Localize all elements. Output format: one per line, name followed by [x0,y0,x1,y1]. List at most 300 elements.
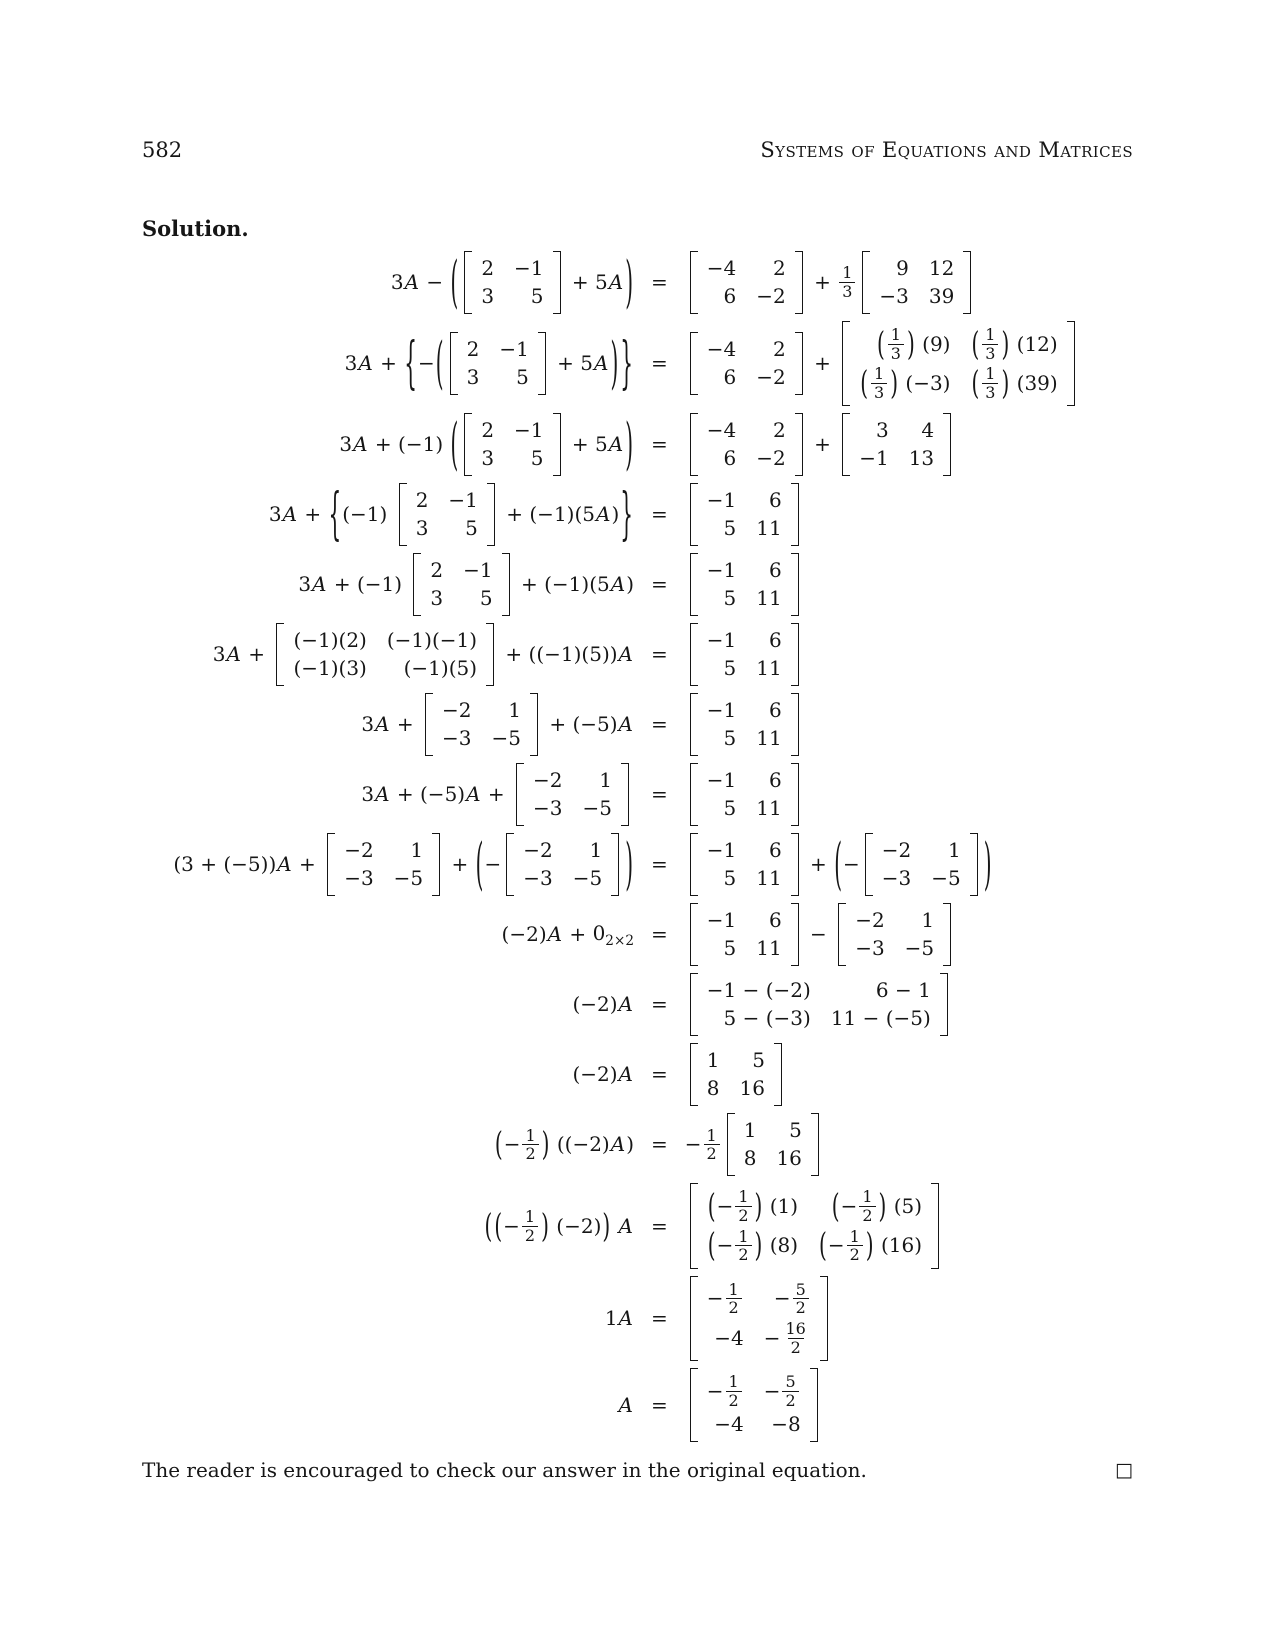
matrix-cell [929,256,954,281]
matrix-cell [481,446,494,471]
matrix-bracket-left [690,483,698,546]
math-text: + ((−1)(5))A [499,642,633,667]
matrix-cell [707,1048,720,1073]
matrix-bracket-right [553,413,561,476]
equation-row [142,1183,1133,1268]
matrix-cell [533,768,562,793]
equation-lhs [142,1124,634,1164]
equation-rhs [685,1183,1133,1268]
matrix-cell [855,908,884,933]
fraction-denominator: 2 [522,1144,538,1163]
matrix-bracket-left [327,833,335,896]
page-footer [142,1458,1133,1482]
matrix-bracket-right [931,1183,939,1268]
matrix-cell [514,256,543,281]
fraction [735,1188,751,1224]
math-text: − [503,1132,521,1157]
matrix-cell [859,446,888,471]
page-number: 582 [142,138,183,162]
matrix-cell [756,838,781,863]
equation-row [142,479,1133,548]
math-text: 6 [768,838,782,863]
matrix-cell [929,284,954,309]
math-text: − [763,1378,781,1403]
matrix [842,321,1075,406]
matrix-grid [853,413,940,476]
delimited-group [876,323,916,363]
equation-lhs [142,1062,634,1087]
equation-row [142,409,1133,478]
math-text: 3A + (−5)A + [361,782,512,807]
math-text: 2 [773,256,786,280]
math-text: −3 [879,284,909,308]
math-text: −4 [714,1412,744,1437]
equation-row [142,973,1133,1036]
matrix-cell [707,256,736,281]
fraction-denominator: 2 [735,1245,751,1264]
equation-lhs [142,328,634,397]
matrix-grid [701,1276,817,1361]
math-text: + (−1)(5A) [514,572,634,597]
math-text: (3 + (−5))A + [173,852,323,877]
equation-rhs [685,693,1133,756]
open-delimiter: ( [484,1205,493,1245]
math-sequence [268,479,634,548]
fraction-denominator: 2 [726,1391,742,1410]
matrix-cell [756,256,785,281]
math-text: −1 [859,446,889,471]
math-text: −5 [931,866,961,891]
open-delimiter: ( [860,363,869,402]
matrix-grid [701,903,788,966]
fraction [793,1281,809,1317]
equation-lhs [142,409,634,478]
math-text: (−1)(3) [293,656,367,681]
matrix-cell [573,866,602,891]
math-text: − [706,1378,724,1403]
matrix-cell [859,323,951,363]
math-text: + (−1)(5A) [499,502,620,527]
math-text: 6 [723,365,737,390]
matrix-cell [756,516,781,541]
fraction [782,1320,808,1356]
open-delimiter: ( [831,1186,840,1226]
matrix-grid [873,251,960,314]
matrix-cell [707,768,736,793]
fraction [522,1208,538,1244]
math-sequence [717,1228,754,1264]
fraction-denominator: 2 [859,1206,875,1225]
math-text: (−1) [342,502,394,527]
math-text: 6 [723,446,737,471]
matrix-cell [776,1146,801,1171]
equation-row [142,903,1133,966]
math-sequence [685,763,804,826]
math-sequence [707,1281,744,1317]
math-sequence [418,328,619,397]
matrix-bracket-right [432,833,440,896]
math-text: 1 [921,908,935,933]
math-sequence [685,321,1080,406]
math-sequence [493,1205,602,1245]
delimited-group [403,328,634,397]
matrix [690,483,799,546]
math-sequence [484,1205,634,1245]
math-sequence [843,833,983,896]
equals-sign: = [651,712,668,737]
math-sequence [484,833,624,896]
math-sequence [459,413,624,476]
fraction-numerator: 5 [785,1372,796,1392]
math-text: 6 [768,698,782,723]
matrix [399,483,495,546]
math-text: 6 [768,768,782,793]
matrix-cell [931,866,960,891]
math-text: 11 [756,866,782,891]
open-delimiter: ( [450,247,459,315]
matrix-cell [707,337,736,362]
fraction-numerator: 1 [738,1226,749,1246]
matrix-grid [424,553,498,616]
delimited-group [494,1124,551,1164]
math-sequence [707,1225,799,1265]
matrix-cell [387,628,477,653]
matrix-cell [756,866,781,891]
fraction-numerator: 1 [706,1125,717,1145]
matrix-cell [416,488,429,513]
math-text: 1 [743,1118,757,1143]
fraction-numerator: 5 [795,1279,806,1299]
matrix-cell [756,446,785,471]
open-delimiter: { [404,328,417,397]
matrix-cell [707,365,736,390]
math-text: 13 [908,446,935,471]
matrix-cell [430,558,443,583]
math-text: (39) [1010,370,1058,395]
matrix [276,623,494,686]
math-sequence [685,903,956,966]
math-text: 11 [756,516,782,541]
matrix-grid [701,1043,771,1106]
math-text: 1 [508,698,521,723]
math-text: − [716,1193,734,1218]
math-sequence [886,326,906,362]
math-text: 5 [723,586,737,611]
equals-sign: = [651,1132,668,1157]
math-text: (−2) [549,1213,602,1238]
matrix-grid [701,973,937,1036]
math-sequence [605,1306,634,1331]
matrix-cell [756,628,781,653]
math-sequence [707,1188,798,1224]
math-text: −1 [706,838,737,863]
matrix-cell [756,337,785,362]
matrix-grid [527,763,618,826]
math-sequence [685,553,804,616]
math-text: 6 [768,488,782,513]
matrix-cell [879,256,908,281]
matrix [690,553,799,616]
fraction [726,1373,742,1409]
matrix-cell [707,1373,744,1409]
matrix [690,1368,818,1442]
math-text: (12) [1010,331,1058,356]
matrix-cell [394,838,423,863]
delimited-group [450,247,635,315]
math-text: −8 [771,1412,801,1437]
matrix [865,833,978,896]
math-text: −5 [582,796,612,821]
math-sequence [828,1228,865,1264]
matrix-bracket-left [690,1043,698,1106]
open-delimiter: ( [707,1225,716,1265]
math-text: −3 [881,866,912,891]
math-text: − [684,1132,702,1157]
math-text: + (−5)A [542,712,633,737]
close-delimiter: ) [625,247,633,315]
math-text: 2 [466,337,480,362]
math-text: 39 [928,284,955,308]
matrix-cell [707,908,736,933]
equation-lhs [142,763,634,826]
matrix-cell [499,337,528,362]
matrix-cell [744,1118,757,1143]
matrix [413,553,509,616]
open-delimiter: ( [475,829,484,898]
fraction-numerator: 1 [728,1279,739,1299]
matrix-grid [701,251,792,314]
math-text: −4 [706,337,737,362]
math-sequence [774,1281,811,1317]
delimited-group [435,328,620,397]
equation-rhs [685,903,1133,966]
matrix-bracket-right [791,763,799,826]
matrix-cell [756,936,781,961]
matrix-grid [701,332,792,395]
math-sequence [685,413,956,476]
matrix-cell [756,656,781,681]
matrix-cell [448,488,477,513]
matrix-cell [707,656,736,681]
math-text: 8 [743,1146,757,1171]
math-text: −3 [442,726,472,751]
fraction-denominator: 2 [793,1298,809,1317]
fraction [859,1188,875,1224]
math-text: − [763,1325,781,1350]
matrix-bracket-right [943,903,951,966]
math-text: 2 [481,418,495,443]
math-text: 11 − (−5) [830,1006,931,1031]
matrix-cell [523,866,552,891]
fraction [847,1228,863,1264]
fraction-denominator: 3 [888,344,904,363]
equation-row [142,1043,1133,1106]
fraction-numerator: 1 [842,263,853,283]
matrix [516,763,629,826]
matrix-cell [293,628,366,653]
matrix-cell [481,256,494,281]
math-sequence [685,1276,833,1361]
matrix-grid [338,833,429,896]
matrix-cell [756,768,781,793]
math-text: 5 [723,726,737,751]
math-sequence [213,623,634,686]
matrix [690,251,803,314]
math-sequence [339,409,634,478]
delimited-group [493,1205,550,1245]
matrix-grid [410,483,484,546]
equation-rhs [685,1113,1133,1176]
matrix-cell [514,446,543,471]
math-text: (8) [763,1233,799,1258]
matrix-cell [882,866,911,891]
fraction [982,326,998,362]
matrix-cell [776,1118,801,1143]
matrix-cell [707,726,736,751]
fraction-denominator: 2 [782,1391,798,1410]
matrix-cell [905,936,934,961]
matrix-bracket-right [791,623,799,686]
matrix-cell [707,698,736,723]
matrix-bracket-left [690,332,698,395]
matrix-cell [448,516,477,541]
equals-sign: = [651,1392,668,1417]
matrix-bracket-left [865,833,873,896]
math-text: A [618,1213,633,1238]
matrix-cell [764,1373,801,1409]
equation-rhs [685,1368,1133,1442]
math-sequence [876,323,951,363]
math-text: 5 [723,516,737,541]
math-text: + 5A [550,351,609,376]
matrix-bracket-left [516,763,524,826]
math-text: 3 [415,516,429,541]
matrix-bracket-right [795,251,803,314]
matrix [690,413,803,476]
math-text: (−3) [899,370,951,395]
open-delimiter: ( [834,829,842,898]
matrix-bracket-left [690,903,698,966]
math-text: −1 [706,628,737,653]
matrix-cell [707,446,736,471]
math-text: 3A + [361,712,421,737]
matrix-grid [701,623,788,686]
matrix-cell [707,586,736,611]
close-delimiter: ) [890,363,899,402]
matrix-cell [859,365,950,401]
running-title: Systems of Equations and Matrices [760,138,1133,162]
math-text: −2 [523,838,553,863]
matrix-cell [707,1076,720,1101]
math-text: −4 [714,1325,744,1350]
math-text: 11 [756,656,782,681]
matrix-bracket-left [425,693,433,756]
open-delimiter: ( [819,1225,827,1265]
matrix-cell [467,337,480,362]
matrix [690,763,799,826]
matrix-cell [756,698,781,723]
math-text: 5 [479,586,493,611]
math-text: − [418,351,435,376]
equation-rhs [685,1276,1133,1361]
matrix-cell [293,656,366,681]
math-text: + [807,270,838,294]
open-delimiter: ( [435,328,444,397]
equals-sign: = [651,502,668,527]
matrix-cell [744,1146,757,1171]
math-sequence [173,829,634,898]
math-text: + 5A [565,270,624,294]
math-text: 9 [896,256,909,280]
matrix-cell [707,516,736,541]
math-sequence [818,1225,923,1265]
matrix-cell [481,418,494,443]
matrix-cell [499,365,528,390]
math-text: 11 [756,936,782,961]
matrix-bracket-right [538,332,546,395]
math-text: 3A − [390,270,450,294]
math-sequence [764,1373,801,1409]
matrix-bracket-right [963,251,971,314]
math-text: (−1)(−1) [386,628,478,653]
open-delimiter: ( [450,409,459,478]
math-text: 11 [756,586,782,611]
math-text: 8 [706,1076,720,1101]
matrix [327,833,440,896]
math-text: − [484,852,502,877]
math-sequence [869,365,889,401]
fraction-denominator: 3 [871,383,887,402]
math-text: −3 [523,866,553,891]
matrix-bracket-right [810,1368,818,1442]
fraction-numerator: 1 [985,325,996,344]
equals-sign: = [651,852,668,877]
matrix-bracket-left [413,553,421,616]
math-text: −1 [514,256,544,280]
math-text: 3 [875,418,889,443]
math-text: 5 [530,446,544,471]
matrix-cell [707,558,736,583]
math-text: 1 [599,768,612,793]
matrix-cell [707,936,736,961]
math-sequence [685,1043,787,1106]
matrix-bracket-right [621,763,629,826]
math-text: 6 [723,284,737,308]
matrix-grid [701,763,788,826]
matrix-bracket-left [862,251,870,314]
matrix [838,903,951,966]
fraction-denominator: 2 [847,1245,863,1264]
matrix-bracket-left [690,553,698,616]
equation-rhs [685,973,1133,1036]
fraction [704,1127,720,1163]
matrix-bracket-right [553,251,561,314]
fraction [839,264,855,300]
close-delimiter: ) [541,1205,549,1245]
matrix-grid [701,693,788,756]
math-text: 5 [530,284,544,308]
matrix-bracket-right [486,623,494,686]
matrix-cell [707,488,736,513]
matrix-cell [764,1412,801,1437]
math-sequence [685,973,953,1036]
math-sequence [503,1208,540,1244]
math-text: 1 [410,838,424,863]
math-text: 11 [756,796,782,821]
math-sequence [980,326,1000,362]
equation-lhs [142,992,634,1017]
close-delimiter: ) [865,1225,874,1265]
